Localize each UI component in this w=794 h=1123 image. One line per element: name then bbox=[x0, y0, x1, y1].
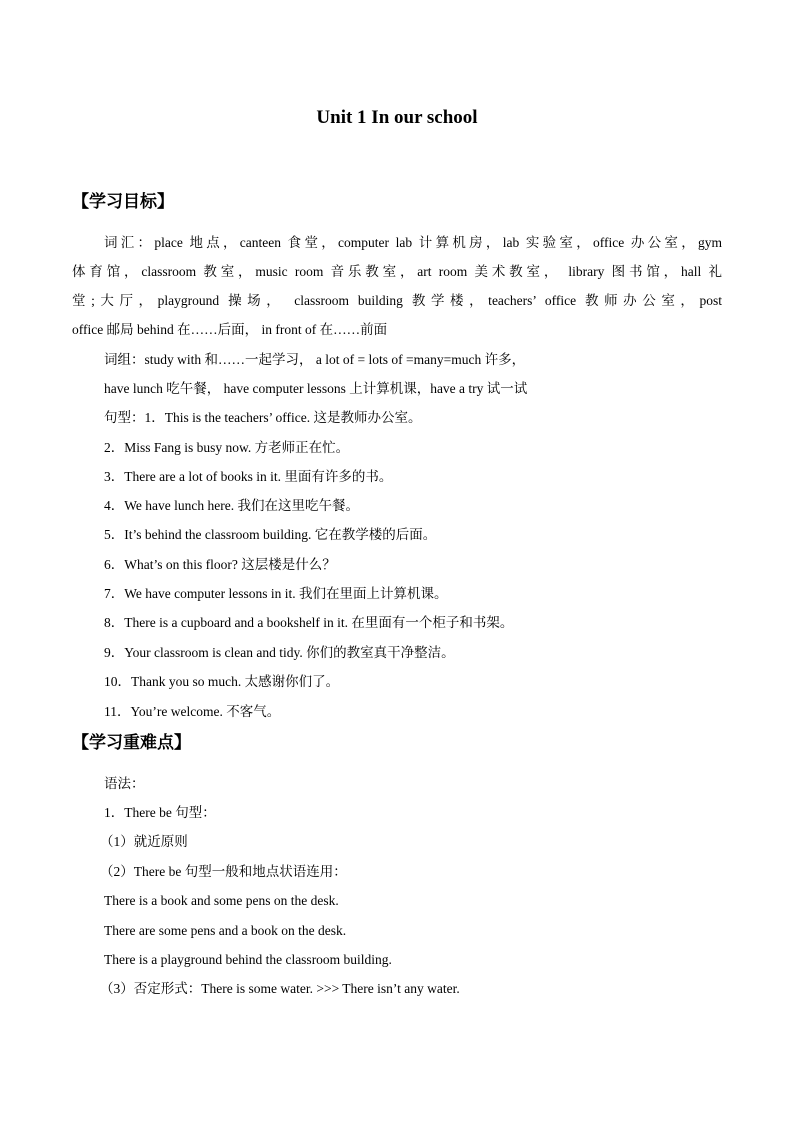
vocabulary-line: office 邮局 behind 在……后面， in front of 在……前面 bbox=[72, 322, 388, 337]
sentence-line: 5．It’s behind the classroom building. 它在教学楼的后面。 bbox=[104, 527, 437, 542]
vocabulary-line: 词汇：place 地点，canteen 食堂，computer lab 计算机房，lab 实验室，office 办公室，gym bbox=[104, 235, 722, 250]
difficulties-heading: 【学习重难点】 bbox=[72, 733, 191, 753]
sentence-line: 8．There is a cupboard and a bookshelf in it. 在里面有一个柜子和书架。 bbox=[104, 615, 514, 630]
grammar-line: （1）就近原则 bbox=[100, 834, 188, 849]
grammar-line: （2）There be 句型一般和地点状语连用： bbox=[100, 864, 347, 879]
grammar-line: 1．There be 句型： bbox=[104, 805, 216, 820]
sentence-line: 10．Thank you so much. 太感谢你们了。 bbox=[104, 674, 340, 689]
phrase-line: 词组：study with 和……一起学习， a lot of = lots of =many=much 许多， bbox=[104, 352, 526, 367]
vocabulary-line: 堂;大厅，playground 操场， classroom building 教学楼，teachers’ office 教师办公室，post bbox=[72, 293, 722, 308]
sentence-line: 句型：1．This is the teachers’ office. 这是教师办公室。 bbox=[104, 410, 422, 425]
grammar-line: There is a book and some pens on the desk. bbox=[104, 893, 339, 908]
sentence-line: 6．What’s on this floor? 这层楼是什么？ bbox=[104, 557, 336, 572]
sentence-line: 2．Miss Fang is busy now. 方老师正在忙。 bbox=[104, 440, 350, 455]
grammar-line: （3）否定形式：There is some water. >>> There isn’t any water. bbox=[100, 981, 460, 996]
sentence-line: 7．We have computer lessons in it. 我们在里面上计算机课。 bbox=[104, 586, 448, 601]
grammar-line: There are some pens and a book on the desk. bbox=[104, 923, 347, 938]
grammar-line: 语法： bbox=[104, 776, 145, 791]
grammar-line: There is a playground behind the classroom building. bbox=[104, 952, 392, 967]
sentence-line: 3．There are a lot of books in it. 里面有许多的书。 bbox=[104, 469, 393, 484]
page-title: Unit 1 In our school bbox=[316, 107, 478, 128]
sentence-line: 9．Your classroom is clean and tidy. 你们的教室真干净整洁。 bbox=[104, 645, 455, 660]
phrase-line: have lunch 吃午餐， have computer lessons 上计算机课，have a try 试一试 bbox=[104, 381, 528, 396]
objectives-heading: 【学习目标】 bbox=[72, 192, 174, 212]
sentence-line: 11．You’re welcome. 不客气。 bbox=[104, 704, 281, 719]
vocabulary-line: 体育馆，classroom 教室，music room 音乐教室，art room 美术教室， library 图书馆，hall 礼 bbox=[72, 264, 722, 279]
sentence-line: 4．We have lunch here. 我们在这里吃午餐。 bbox=[104, 498, 359, 513]
